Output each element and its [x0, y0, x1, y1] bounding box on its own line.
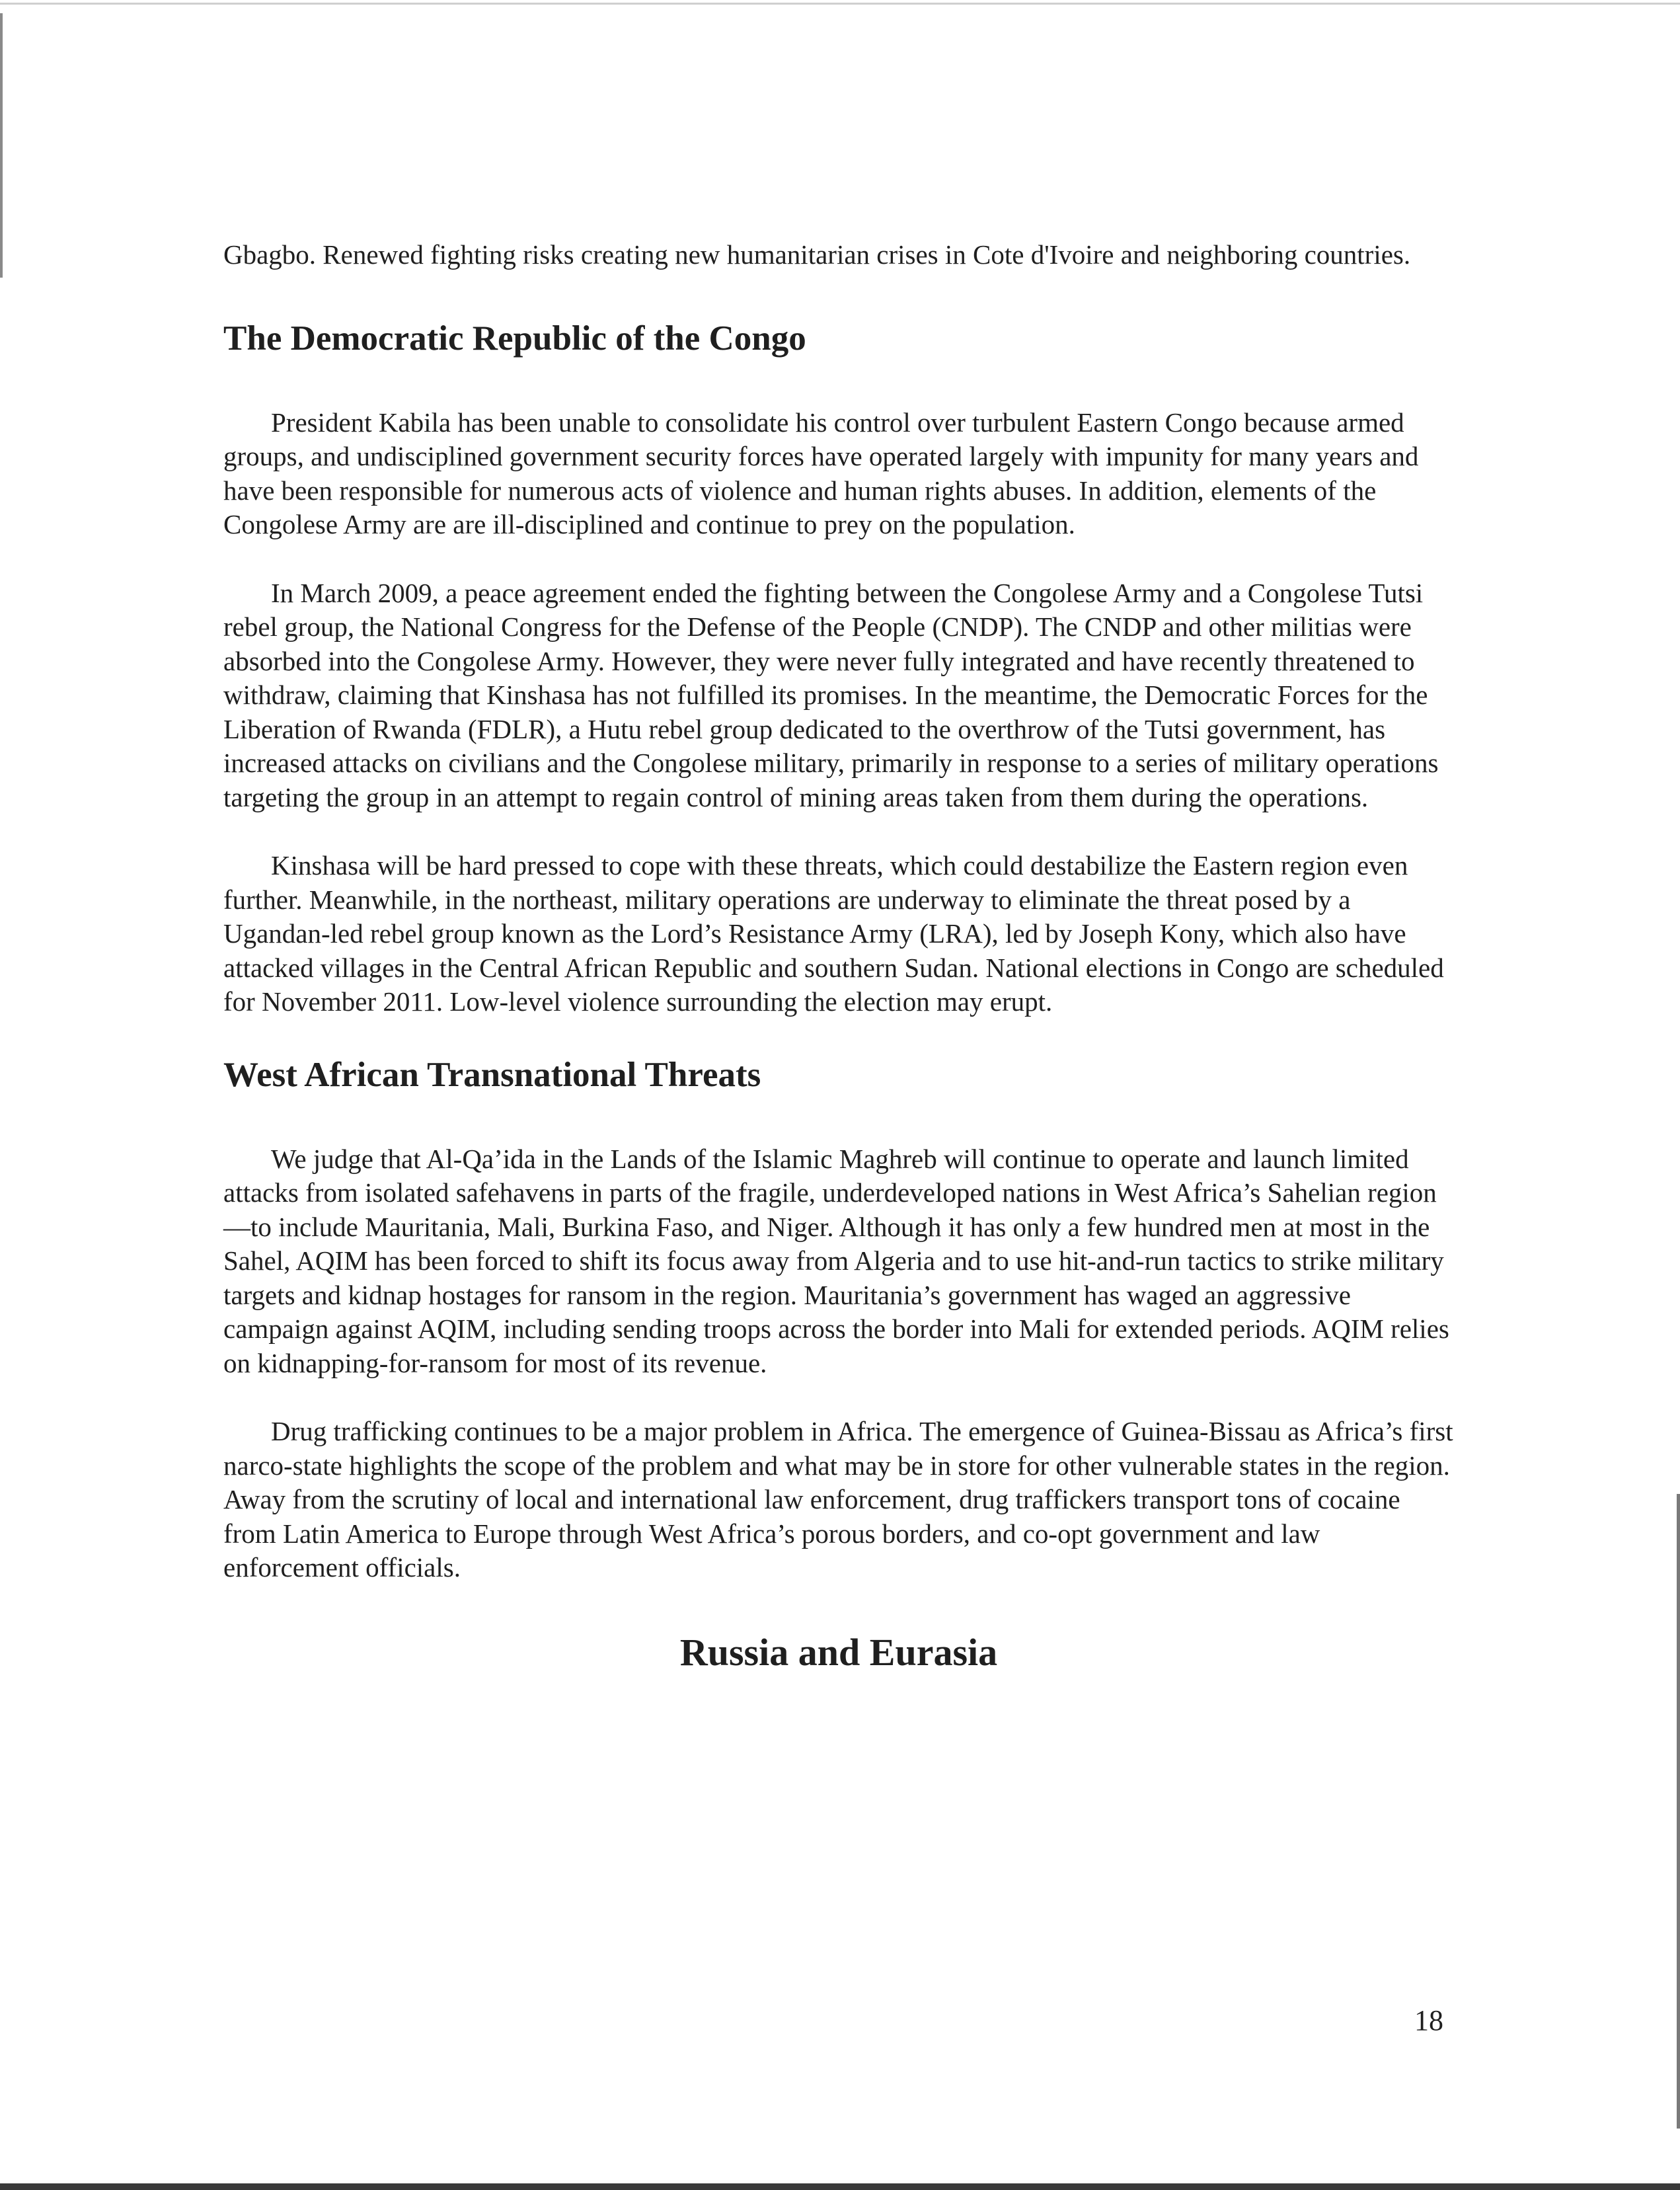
paragraph-drc-3: Kinshasa will be hard pressed to cope with these threats, which could destabilize the Eastern region even further. Meanwhile, in the northeast, military operations are underway to eliminate the threat posed by a Ugandan-led rebel group known as the Lord’s Resistance Army (LRA), led by Joseph Kony, which also have attacked villages in the Central African Republic and southern Sudan. National elections in Congo are scheduled for November 2011. Low-level violence surrounding the election may erupt. — [223, 850, 1444, 1017]
page-number: 18 — [1414, 2004, 1443, 2037]
continuation-paragraph: Gbagbo. Renewed fighting risks creating new humanitarian crises in Cote d'Ivoire and neighboring countries. — [223, 239, 1411, 270]
section-heading-west-africa: West African Transnational Threats — [223, 1055, 761, 1094]
chapter-title-russia-eurasia: Russia and Eurasia — [679, 1630, 998, 1674]
document-page — [223, 238, 1454, 1674]
paragraph-west-africa-1: We judge that Al-Qa’ida in the Lands of the Islamic Maghreb will continue to operate and launch limited attacks from isolated safehavens in parts of the fragile, underdeveloped nations in West Africa’s Sahelian region—to include Mauritania, Mali, Burkina Faso, and Niger. Although it has only a few hundred men at most in the Sahel, AQIM has been forced to shift its focus away from Algeria and to use hit-and-run tactics to strike military targets and kidnap hostages for ransom in the region. Mauritania’s government has waged an aggressive campaign against AQIM, including sending troops across the border into Mali for extended periods. AQIM relies on kidnapping-for-ransom for most of its revenue. — [223, 1143, 1449, 1378]
scan-top-edge — [0, 3, 1680, 5]
paragraph-west-africa-2: Drug trafficking continues to be a major problem in Africa. The emergence of Guinea-Bissau as Africa’s first narco-state highlights the scope of the problem and what may be in store for other vulnerable states in the region. Away from the scrutiny of local and international law enforcement, drug traffickers transport tons of cocaine from Latin America to Europe through West Africa’s porous borders, and co-opt government and law enforcement officials. — [223, 1416, 1453, 1583]
scan-bottom-edge — [0, 2183, 1680, 2190]
section-heading-drc: The Democratic Republic of the Congo — [223, 319, 806, 358]
scan-left-edge — [0, 13, 3, 278]
paragraph-drc-1: President Kabila has been unable to consolidate his control over turbulent Eastern Congo because armed groups, and undisciplined government security forces have operated largely with impunity for many years and have been responsible for numerous acts of violence and human rights abuses. In addition, elements of the Congolese Army are are ill-disciplined and continue to prey on the population. — [223, 407, 1419, 539]
scan-right-edge — [1677, 1494, 1680, 2129]
paragraph-drc-2: In March 2009, a peace agreement ended the fighting between the Congolese Army and a Congolese Tutsi rebel group, the National Congress for the Defense of the People (CNDP). The CNDP and other militias were absorbed into the Congolese Army. However, they were never fully integrated and have recently threatened to withdraw, claiming that Kinshasa has not fulfilled its promises. In the meantime, the Democratic Forces for the Liberation of Rwanda (FDLR), a Hutu rebel group dedicated to the overthrow of the Tutsi government, has increased attacks on civilians and the Congolese military, primarily in response to a series of military operations targeting the group in an attempt to regain control of mining areas taken from them during the operations. — [223, 577, 1439, 812]
